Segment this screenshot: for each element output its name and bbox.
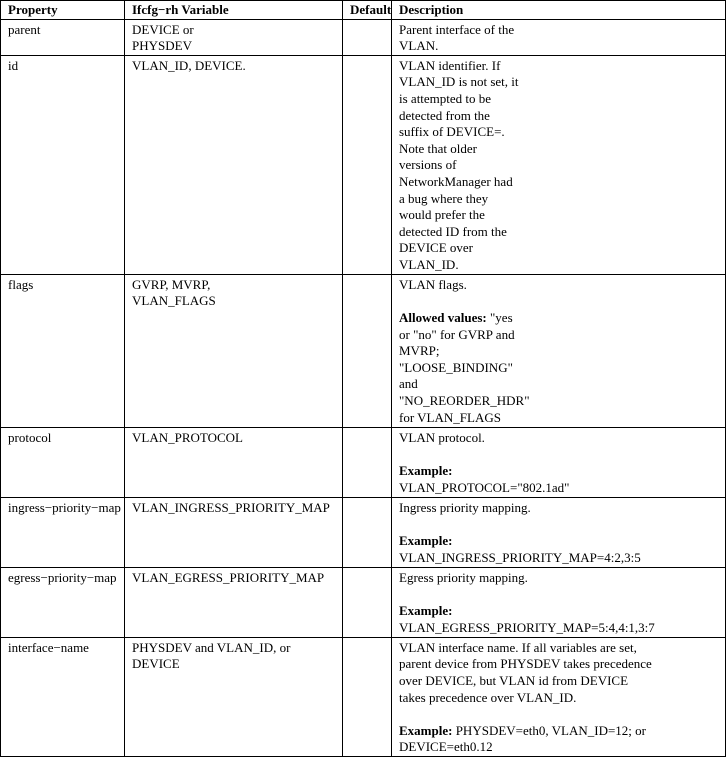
example-label: Example: (399, 532, 453, 548)
desc-line: Ingress priority mapping. (399, 499, 531, 515)
desc-line: VLAN_ID is not set, it (399, 74, 519, 90)
cell-description (392, 427, 726, 497)
header-property: Property (1, 1, 125, 20)
example-label: Example: (399, 462, 453, 478)
desc-line: versions of (399, 157, 457, 173)
table-row-interface-name (1, 637, 726, 756)
variable-line: DEVICE or (132, 21, 194, 37)
cell-property: id (1, 55, 125, 274)
desc-line: detected from the (399, 107, 490, 123)
table-row-parent (1, 19, 726, 55)
cell-description (392, 274, 726, 427)
desc-line: suffix of DEVICE=. (399, 124, 505, 140)
cell-property: flags (1, 274, 125, 427)
table-row-ingress-priority-map (1, 497, 726, 567)
cell-variable (125, 19, 343, 55)
allowed-values-label: Allowed values: (399, 309, 487, 325)
desc-line: VLAN. (399, 38, 439, 54)
cell-description (392, 637, 726, 756)
desc-line: NetworkManager had (399, 173, 513, 189)
example-value: DEVICE=eth0.12 (399, 739, 493, 755)
table-row-flags (1, 274, 726, 427)
example-value: VLAN_EGRESS_PRIORITY_MAP=5:4,4:1,3:7 (399, 619, 655, 635)
header-ifcfg-variable: Ifcfg−rh Variable (125, 1, 343, 20)
cell-description (392, 567, 726, 637)
desc-line: DEVICE over (399, 240, 474, 256)
cell-default (343, 19, 392, 55)
cell-variable: VLAN_ID, DEVICE. (125, 55, 343, 274)
header-default: Default (343, 1, 392, 20)
cell-description (392, 19, 726, 55)
desc-line: VLAN_ID. (399, 256, 459, 272)
desc-line: VLAN flags. (399, 276, 467, 292)
cell-default (343, 567, 392, 637)
desc-line: a bug where they (399, 190, 489, 206)
cell-property: interface−name (1, 637, 125, 756)
cell-property: ingress−priority−map (1, 497, 125, 567)
cell-variable: VLAN_PROTOCOL (125, 427, 343, 497)
desc-line: or "no" for GVRP and (399, 326, 515, 342)
desc-line: and (399, 376, 418, 392)
table-row-protocol (1, 427, 726, 497)
desc-line: Egress priority mapping. (399, 569, 528, 585)
variable-line: PHYSDEV and VLAN_ID, or (132, 639, 291, 655)
example-label: Example: (399, 602, 453, 618)
cell-default (343, 497, 392, 567)
desc-line: VLAN identifier. If (399, 57, 501, 73)
variable-line: VLAN_FLAGS (132, 293, 216, 309)
cell-variable (125, 637, 343, 756)
desc-line: parent device from PHYSDEV takes precedence (399, 656, 652, 672)
cell-default (343, 274, 392, 427)
desc-line: over DEVICE, but VLAN id from DEVICE (399, 672, 629, 688)
example-value: VLAN_PROTOCOL="802.1ad" (399, 479, 570, 495)
desc-line: VLAN interface name. If all variables are set, (399, 639, 637, 655)
cell-default (343, 427, 392, 497)
cell-default (343, 637, 392, 756)
cell-property: protocol (1, 427, 125, 497)
table-row-egress-priority-map (1, 567, 726, 637)
cell-variable: VLAN_EGRESS_PRIORITY_MAP (125, 567, 343, 637)
desc-line: "LOOSE_BINDING" (399, 359, 513, 375)
desc-line: detected ID from the (399, 223, 507, 239)
variable-line: DEVICE (132, 656, 180, 672)
allowed-values-line (399, 310, 718, 327)
table-header-row (1, 1, 726, 20)
desc-line: "NO_REORDER_HDR" (399, 392, 530, 408)
desc-line: Note that older (399, 140, 477, 156)
desc-line: VLAN protocol. (399, 429, 485, 445)
cell-description (392, 55, 726, 274)
example-value: VLAN_INGRESS_PRIORITY_MAP=4:2,3:5 (399, 549, 641, 565)
cell-property: egress−priority−map (1, 567, 125, 637)
cell-default (343, 55, 392, 274)
cell-variable: VLAN_INGRESS_PRIORITY_MAP (125, 497, 343, 567)
desc-line: Parent interface of the (399, 21, 515, 37)
desc-line: takes precedence over VLAN_ID. (399, 689, 577, 705)
desc-line: MVRP; (399, 343, 440, 359)
cell-variable (125, 274, 343, 427)
cell-description (392, 497, 726, 567)
example-label: Example: (399, 722, 453, 738)
header-description: Description (392, 1, 726, 20)
variable-line: GVRP, MVRP, (132, 276, 211, 292)
allowed-values-text: "yes (486, 309, 513, 325)
example-value: PHYSDEV=eth0, VLAN_ID=12; or (452, 722, 646, 738)
variable-line: PHYSDEV (132, 38, 192, 54)
desc-line: for VLAN_FLAGS (399, 409, 501, 425)
desc-line: would prefer the (399, 207, 485, 223)
cell-property: parent (1, 19, 125, 55)
desc-line: is attempted to be (399, 90, 492, 106)
table-row-id (1, 55, 726, 274)
example-line (399, 723, 718, 740)
